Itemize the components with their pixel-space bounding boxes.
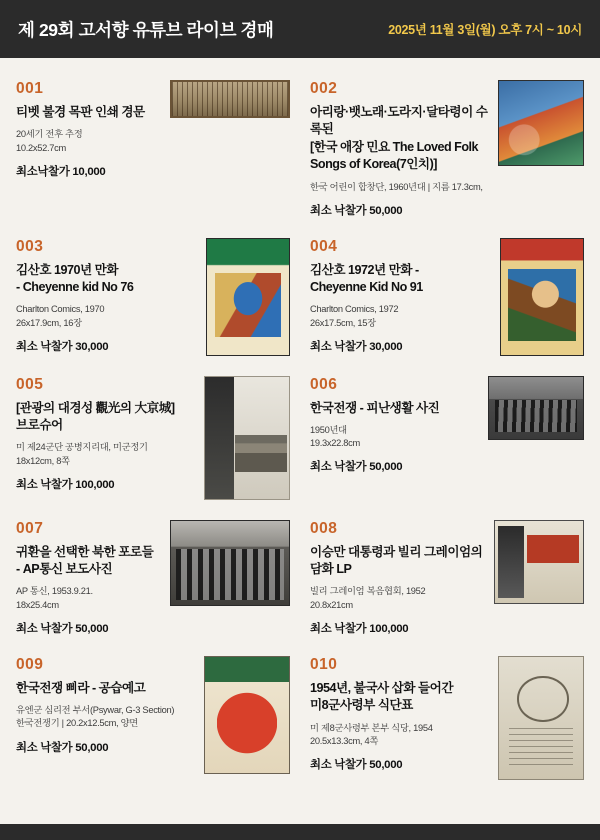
lot-info bbox=[310, 376, 482, 475]
lot-image-wrap bbox=[204, 656, 290, 774]
lot-number: 008 bbox=[310, 519, 338, 537]
lot-title: 김산호 1972년 만화 - Cheyenne Kid No 91 bbox=[310, 262, 423, 295]
lot-description: 미 제24군단 공병지리대, 미군정기 18x12cm, 8쪽 bbox=[16, 442, 148, 466]
lot-title: 귀환을 선택한 북한 포로들 - AP통신 보도사진 bbox=[16, 544, 154, 577]
lot-description: Charlton Comics, 1970 26x17.9cm, 16장 bbox=[16, 304, 105, 328]
eighth-army-hq-menu-sheet-image[interactable] bbox=[498, 656, 584, 780]
footer-bar bbox=[0, 824, 600, 840]
lot-grid bbox=[10, 70, 590, 790]
rhee-graham-lp-record-image[interactable] bbox=[494, 520, 584, 604]
lot-description: AP 통신, 1953.9.21. 18x25.4cm bbox=[16, 586, 93, 610]
lot-item[interactable] bbox=[10, 366, 296, 510]
lot-info bbox=[310, 656, 492, 772]
lot-info bbox=[16, 238, 200, 354]
korean-war-refugee-photo-image[interactable] bbox=[488, 376, 584, 440]
lot-info bbox=[310, 80, 492, 218]
lot-info bbox=[310, 520, 488, 636]
lot-item[interactable] bbox=[304, 510, 590, 646]
page-title: 제 29회 고서향 유튜브 라이브 경매 bbox=[18, 19, 274, 40]
lot-item[interactable] bbox=[10, 646, 296, 790]
lot-number: 005 bbox=[16, 375, 44, 393]
cheyenne-kid-comic-76-image[interactable] bbox=[206, 238, 290, 356]
cheyenne-kid-comic-91-image[interactable] bbox=[500, 238, 584, 356]
ap-news-pow-photo-image[interactable] bbox=[170, 520, 290, 606]
lot-title: 김산호 1970년 만화 - Cheyenne kid No 76 bbox=[16, 262, 134, 295]
lot-item[interactable] bbox=[304, 228, 590, 366]
lot-sheet bbox=[0, 58, 600, 840]
lot-info bbox=[16, 376, 198, 492]
lot-image-wrap bbox=[498, 80, 584, 166]
lot-minimum-bid: 최소 낙찰가 50,000 bbox=[16, 741, 109, 754]
lot-item[interactable] bbox=[304, 70, 590, 228]
lot-info bbox=[16, 656, 198, 755]
lot-number: 003 bbox=[16, 237, 44, 255]
lot-number: 007 bbox=[16, 519, 44, 537]
lot-title: 아리랑·뱃노래·도라지·달타령이 수록된 [한국 애장 민요 The Loved Folk Songs of Korea(7인치)] bbox=[310, 105, 488, 172]
lot-info bbox=[310, 238, 494, 354]
lot-image-wrap bbox=[170, 80, 290, 118]
lot-image-wrap bbox=[170, 520, 290, 606]
lot-title: 한국전쟁 - 피난생활 사진 bbox=[310, 400, 440, 415]
lot-minimum-bid: 최소 낙찰가 50,000 bbox=[310, 204, 403, 217]
lot-image-wrap bbox=[488, 376, 584, 440]
lot-title: [관광의 대경성 觀光의 大京城] 브로슈어 bbox=[16, 400, 175, 433]
korean-war-leaflet-air-raid-warning-image[interactable] bbox=[204, 656, 290, 774]
lot-title: 한국전쟁 삐라 - 공습예고 bbox=[16, 680, 146, 695]
page-header bbox=[0, 0, 600, 58]
lot-description: 빌리 그레이엄 복음협회, 1952 20.8x21cm bbox=[310, 586, 426, 610]
korean-folk-songs-lp-record-image[interactable] bbox=[498, 80, 584, 166]
lot-image-wrap bbox=[494, 520, 584, 604]
lot-minimum-bid: 최소 낙찰가 50,000 bbox=[310, 758, 403, 771]
lot-description: 유엔군 심리전 부서(Psywar, G-3 Section) 한국전쟁기 | 20.2x12.5cm, 양면 bbox=[16, 705, 175, 729]
lot-description: 한국 어린이 합창단, 1960년대 | 지름 17.3cm, bbox=[310, 181, 483, 192]
lot-title: 이승만 대통령과 빌리 그레이엄의 담화 LP bbox=[310, 544, 483, 577]
tibetan-sutra-woodblock-print-image[interactable] bbox=[170, 80, 290, 118]
auction-datetime: 2025년 11월 3일(월) 오후 7시 ~ 10시 bbox=[388, 23, 582, 37]
lot-image-wrap bbox=[500, 238, 584, 356]
gyeongseong-tourism-brochure-image[interactable] bbox=[204, 376, 290, 500]
lot-minimum-bid: 최소 낙찰가 100,000 bbox=[16, 478, 115, 491]
lot-description: 미 제8군사령부 본부 식당, 1954 20.5x13.3cm, 4쪽 bbox=[310, 722, 433, 746]
lot-item[interactable] bbox=[10, 228, 296, 366]
lot-minimum-bid: 최소낙찰가 10,000 bbox=[16, 165, 106, 178]
lot-title: 1954년, 불국사 삽화 들어간 미8군사령부 식단표 bbox=[310, 680, 454, 713]
lot-info bbox=[16, 520, 164, 636]
lot-title: 티벳 불경 목판 인쇄 경문 bbox=[16, 105, 145, 119]
lot-image-wrap bbox=[206, 238, 290, 356]
lot-number: 006 bbox=[310, 375, 338, 393]
lot-number: 002 bbox=[310, 80, 338, 97]
lot-description: 1950년대 19.3x22.8cm bbox=[310, 425, 360, 449]
lot-description: 20세기 전후 추정 10.2x52.7cm bbox=[16, 129, 83, 153]
lot-image-wrap bbox=[498, 656, 584, 780]
lot-item[interactable] bbox=[304, 366, 590, 510]
lot-number: 004 bbox=[310, 237, 338, 255]
lot-minimum-bid: 최소 낙찰가 50,000 bbox=[310, 461, 403, 474]
lot-item[interactable] bbox=[10, 70, 296, 228]
lot-item[interactable] bbox=[10, 510, 296, 646]
lot-minimum-bid: 최소 낙찰가 100,000 bbox=[310, 622, 409, 635]
lot-item[interactable] bbox=[304, 646, 590, 790]
lot-minimum-bid: 최소 낙찰가 30,000 bbox=[16, 340, 109, 353]
lot-minimum-bid: 최소 낙찰가 30,000 bbox=[310, 340, 403, 353]
lot-info bbox=[16, 80, 164, 179]
lot-number: 009 bbox=[16, 655, 44, 673]
lot-image-wrap bbox=[204, 376, 290, 500]
lot-number: 010 bbox=[310, 655, 338, 673]
lot-number: 001 bbox=[16, 80, 44, 97]
lot-description: Charlton Comics, 1972 26x17.5cm, 15장 bbox=[310, 304, 399, 328]
lot-minimum-bid: 최소 낙찰가 50,000 bbox=[16, 622, 109, 635]
